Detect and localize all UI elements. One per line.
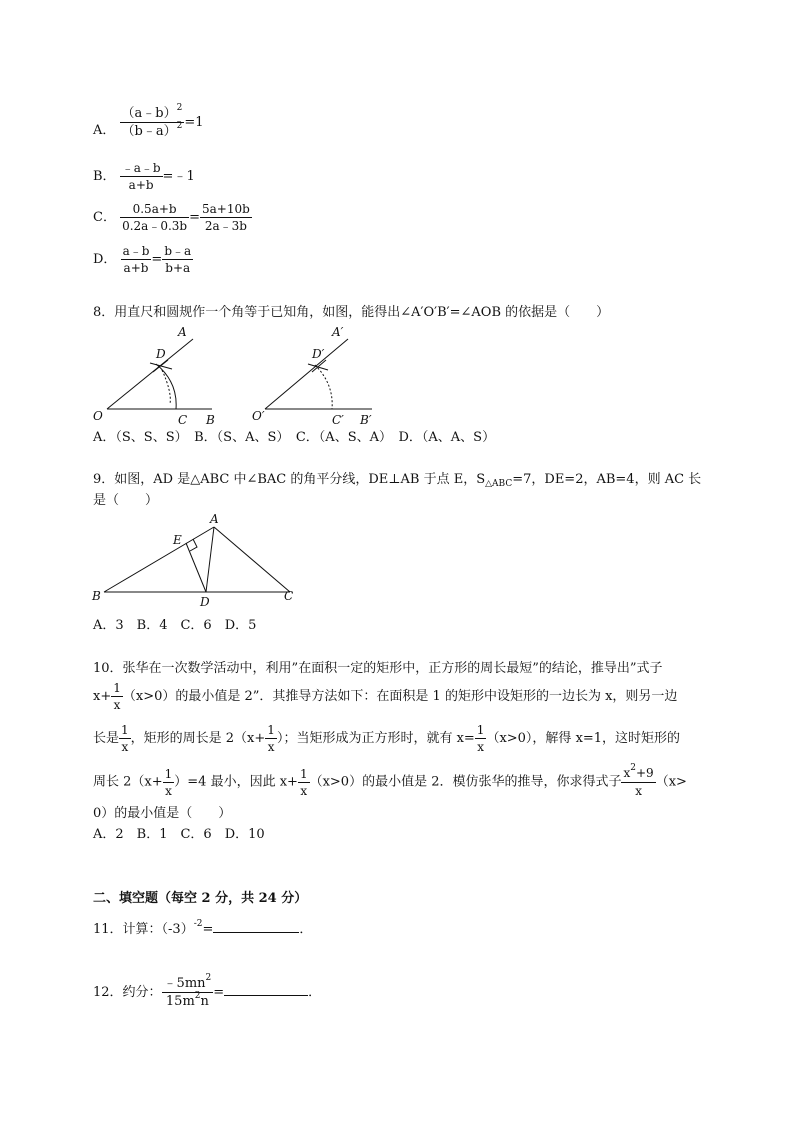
q8-figure-2 bbox=[252, 322, 392, 432]
label-b-prime: B′ bbox=[360, 413, 372, 427]
label-e: E bbox=[173, 533, 182, 547]
label-d-prime: D′ bbox=[312, 347, 325, 361]
label-o: O bbox=[93, 409, 103, 423]
q10-fraction-side: $\frac{1}{x}$ bbox=[121, 723, 129, 754]
q10-l2-a: x+ bbox=[93, 689, 112, 704]
ray-oa-prime bbox=[265, 339, 348, 409]
q7-b-num: ﹣a﹣b bbox=[121, 161, 161, 175]
q10-fraction-1-over-x bbox=[111, 682, 123, 711]
q10-l3-a: 长是 bbox=[93, 731, 120, 746]
q10-line4 bbox=[93, 763, 687, 798]
q12-question bbox=[93, 973, 322, 1009]
section-2-title: 二、填空题（每空 2 分，共 24 分） bbox=[93, 891, 308, 906]
q7-option-b bbox=[93, 162, 195, 191]
q10-l4-d: （x> bbox=[655, 774, 687, 790]
q10-one: 1 bbox=[113, 681, 121, 695]
q12-answer-blank[interactable] bbox=[224, 994, 308, 996]
arc-dashed-prime bbox=[315, 365, 332, 409]
q9-question-line1 bbox=[93, 472, 702, 489]
q7-c-eq: = bbox=[189, 210, 201, 225]
side-ba bbox=[104, 527, 214, 592]
q10-x: x bbox=[113, 698, 121, 712]
q9-text-pre: 9．如图，AD 是△ABC 中∠BAC 的角平分线，DE⊥AB 于点 E，S bbox=[93, 472, 486, 487]
q9-text-sub: △ABC bbox=[485, 479, 513, 489]
q11-answer-blank[interactable] bbox=[213, 931, 299, 933]
q7-d-eq: = bbox=[151, 252, 163, 267]
q10-l3-b: ，矩形的周长是 2（x+ bbox=[130, 731, 266, 746]
q7-d-num1: a﹣b bbox=[122, 244, 150, 258]
side-ac bbox=[214, 527, 290, 592]
q7-a-label: A． bbox=[93, 123, 116, 138]
label-a: A bbox=[210, 512, 219, 526]
label-d: D bbox=[156, 347, 166, 361]
q10-line2 bbox=[93, 682, 677, 711]
q9-options: A．3 B．4 C．6 D．5 bbox=[93, 618, 257, 633]
q7-d-den2: b+a bbox=[165, 261, 191, 275]
q7-a-rhs: =1 bbox=[184, 115, 204, 130]
q7-b-label: B． bbox=[93, 169, 116, 184]
q7-c-fraction-left bbox=[120, 203, 189, 232]
q10-l4-a: 周长 2（x+ bbox=[93, 774, 163, 790]
label-c-prime: C′ bbox=[332, 413, 344, 427]
q9-figure bbox=[90, 512, 300, 612]
arc-solid bbox=[156, 364, 176, 409]
perpendicular-de bbox=[186, 543, 206, 592]
q11-post: = bbox=[202, 922, 214, 937]
ray-oa bbox=[107, 339, 193, 409]
q7-option-d bbox=[93, 245, 193, 274]
q7-d-den1: a+b bbox=[123, 261, 149, 275]
q10-fraction-square: $\frac{1}{x}$ bbox=[476, 723, 485, 754]
q7-c-fraction-right bbox=[200, 203, 252, 232]
q12-pre: 12．约分： bbox=[93, 985, 162, 1000]
q7-d-num2: b﹣a bbox=[164, 244, 192, 258]
q8-figure-1 bbox=[90, 322, 230, 432]
q7-c-label: C． bbox=[93, 210, 116, 225]
q7-d-fraction-left bbox=[121, 245, 152, 274]
q8-question: 8．用直尺和圆规作一个角等于已知角，如图，能得出∠A′O′B′=∠AOB 的依据是（ ） bbox=[93, 305, 610, 320]
q11-pre: 11．计算：（-3） bbox=[93, 922, 194, 937]
label-b: B bbox=[206, 413, 215, 427]
q7-a-num-exp: 2 bbox=[176, 103, 183, 113]
q8-options: A．（S、S、S） B．（S、A、S） C．（A、S、A） D．（A、A、S） bbox=[93, 430, 496, 445]
label-d: D bbox=[200, 595, 210, 609]
q7-a-fraction bbox=[120, 103, 185, 139]
q7-a-den: （b﹣a） bbox=[121, 124, 177, 139]
q12-den-exp: 2 bbox=[194, 991, 201, 1001]
arc-mark-2 bbox=[153, 360, 168, 372]
q12-den-a: 15m bbox=[165, 994, 195, 1009]
q10-fraction-x2-plus-9: $\frac{x^2+9}{x}$ bbox=[623, 763, 654, 798]
label-a-prime: A′ bbox=[332, 325, 344, 339]
label-b: B bbox=[92, 589, 101, 603]
q11-question bbox=[93, 919, 313, 937]
q7-d-fraction-right bbox=[162, 245, 193, 274]
q7-c-den1: 0.2a﹣0.3b bbox=[122, 219, 188, 233]
q10-options: A．2 B．1 C．6 D．10 bbox=[93, 827, 265, 842]
q7-c-den2: 2a﹣3b bbox=[204, 219, 247, 233]
bisector-ad bbox=[206, 527, 214, 592]
q10-l4-exp: 2 bbox=[630, 763, 636, 773]
q10-l4-b: ）=4 最小，因此 x+ bbox=[174, 774, 298, 790]
q12-den-b: n bbox=[200, 994, 209, 1009]
q7-c-num2: 5a+10b bbox=[202, 202, 250, 216]
q10-fraction-conclusion: $\frac{1}{x}$ bbox=[299, 766, 308, 798]
q11-exp: -2 bbox=[193, 919, 203, 929]
q7-c-num1: 0.5a+b bbox=[120, 203, 189, 218]
q11-end: ． bbox=[299, 922, 313, 937]
q10-line1: 10．张华在一次数学活动中，利用”在面积一定的矩形中，正方形的周长最短”的结论，推导出”式子 bbox=[93, 661, 663, 676]
q12-end: ． bbox=[308, 985, 322, 1000]
q12-num: ﹣5mn bbox=[163, 976, 206, 991]
q10-l3-d: （x>0），解得 x=1，这时矩形的 bbox=[486, 731, 681, 746]
q7-a-den-exp: 2 bbox=[176, 121, 183, 131]
q10-fraction-min-perimeter: $\frac{1}{x}$ bbox=[164, 766, 173, 798]
label-c: C bbox=[284, 589, 294, 603]
q10-l3-c: ）；当矩形成为正方形时，就有 x= bbox=[276, 731, 475, 746]
q10-line3 bbox=[93, 724, 680, 753]
q7-b-fraction bbox=[120, 162, 163, 191]
q7-b-rhs: =﹣1 bbox=[162, 169, 195, 184]
q10-line5: 0）的最小值是（ ） bbox=[93, 806, 232, 821]
q9-question-line2: 是（ ） bbox=[93, 493, 159, 508]
q10-l4-num-post: +9 bbox=[636, 766, 654, 780]
label-o-prime: O′ bbox=[252, 409, 265, 423]
q7-option-c bbox=[93, 203, 252, 232]
q10-fraction-perimeter: $\frac{1}{x}$ bbox=[267, 723, 275, 754]
q12-fraction bbox=[162, 973, 214, 1009]
label-a: A bbox=[178, 325, 187, 339]
q9-text-post: =7，DE=2，AB=4，则 AC 长 bbox=[512, 472, 702, 487]
q7-b-den: a+b bbox=[128, 178, 154, 192]
label-c: C bbox=[178, 413, 188, 427]
q7-d-label: D． bbox=[93, 252, 117, 267]
q12-post: = bbox=[213, 985, 225, 1000]
q7-a-num: （a﹣b） bbox=[121, 106, 177, 121]
q10-l4-c: （x>0）的最小值是 2．模仿张华的推导，你求得式子 bbox=[309, 774, 622, 790]
q10-l2-b: （x>0）的最小值是 2”．其推导方法如下：在面积是 1 的矩形中设矩形的一边长为 x，则另一边 bbox=[122, 689, 678, 704]
q12-num-exp: 2 bbox=[205, 973, 212, 983]
q7-option-a bbox=[93, 103, 204, 139]
q10-l4-num: x bbox=[623, 766, 631, 780]
